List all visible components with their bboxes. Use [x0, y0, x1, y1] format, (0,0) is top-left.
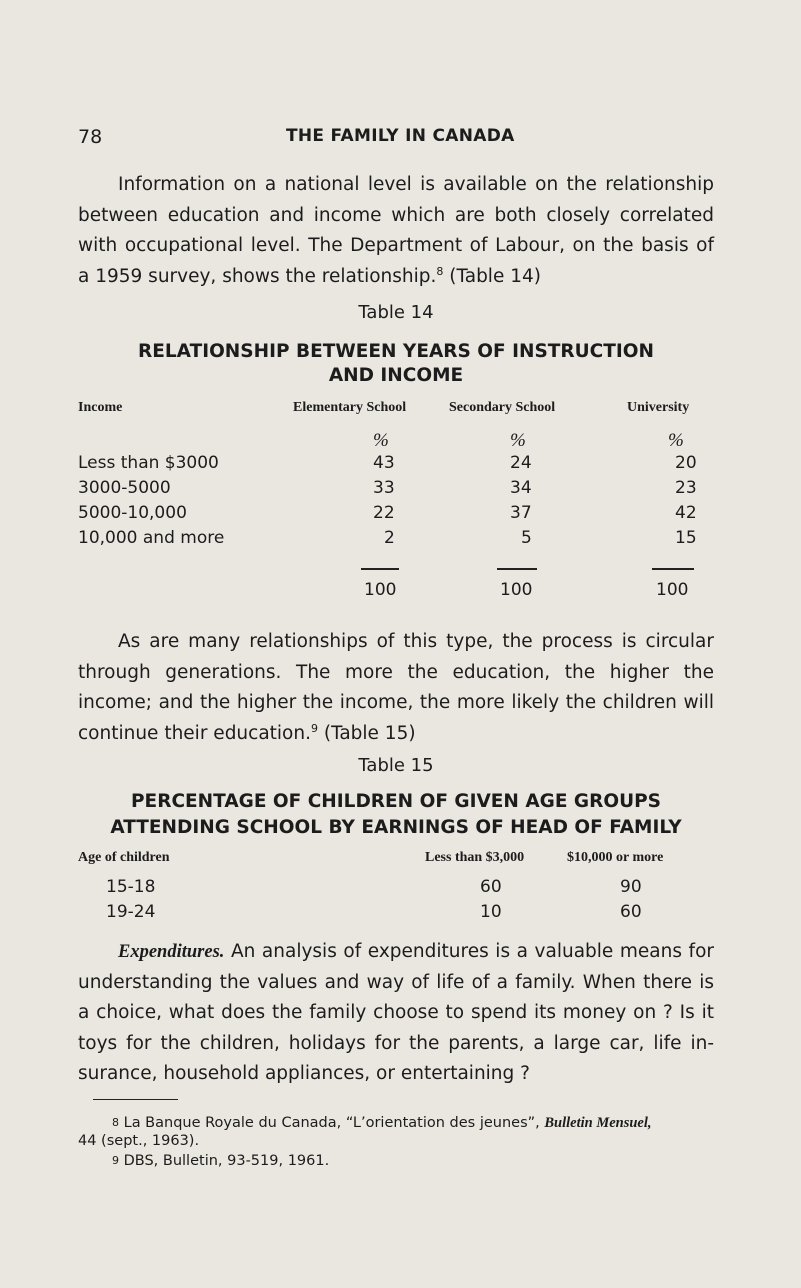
page-number: 78 [78, 126, 103, 148]
middle-text: As are many relationships of this type, the process is circular through generations. The more the education, the higher the income; and the higher the income, the more likely the children will continue their education. [78, 631, 714, 744]
table14-heading-line2: AND INCOME [328, 365, 464, 386]
table15-col-high: $10,000 or more [567, 850, 664, 865]
percent-sign-university: % [668, 430, 684, 451]
intro-paragraph [78, 170, 714, 292]
table15-cell: 90 [620, 877, 642, 897]
table15-cell: 10 [480, 902, 502, 922]
running-title: THE FAMILY IN CANADA [286, 126, 515, 146]
table14-cell: 22 [373, 503, 395, 523]
table14-cell: 23 [675, 478, 697, 498]
table14-cell: 33 [373, 478, 395, 498]
percent-sign-elementary: % [373, 430, 389, 451]
table15-cell: 60 [480, 877, 502, 897]
footnote-mark: 9 [112, 1154, 119, 1167]
footnote-text: La Banque Royale du Canada, “L’orientation des jeunes”, [123, 1115, 540, 1131]
table14-total: 100 [500, 580, 533, 600]
footnote-8 [78, 1114, 714, 1150]
middle-table-ref: (Table 15) [317, 722, 416, 744]
footnote-italic: Bulletin Mensuel, [544, 1115, 652, 1131]
table14-cell: 24 [510, 453, 532, 473]
table14-cell: 5 [521, 528, 532, 548]
percent-sign-secondary: % [510, 430, 526, 451]
table14-cell: 2 [384, 528, 395, 548]
table15-col-low: Less than $3,000 [425, 850, 525, 865]
table15-cell: 60 [620, 902, 642, 922]
expenditures-paragraph [78, 937, 714, 1090]
footnote-ref-9: 9 [310, 721, 318, 735]
footnote-9 [78, 1152, 329, 1170]
table14-cell: 43 [373, 453, 395, 473]
table14-row-income: 10,000 and more [78, 528, 225, 548]
table15-heading-line2: ATTENDING SCHOOL BY EARNINGS OF HEAD OF FAMILY [110, 817, 682, 838]
intro-text: Information on a national level is available on the relationship between education and income which are both closely correlated with occupational level. The Department of Labour, on the basis of a 1959 survey, shows the relationship. [78, 174, 714, 287]
table14-cell: 42 [675, 503, 697, 523]
table15-heading-line1: PERCENTAGE OF CHILDREN OF GIVEN AGE GROUPS [131, 791, 661, 812]
table14-cell: 34 [510, 478, 532, 498]
footnote-ref-8: 8 [436, 264, 444, 278]
table14-col-university: University [627, 400, 690, 415]
table15-row-age: 19-24 [106, 902, 156, 922]
table14-total: 100 [656, 580, 689, 600]
footnote-separator [93, 1099, 178, 1100]
table14-total-rule [652, 568, 694, 570]
table14-total-rule [361, 568, 399, 570]
footnote-tail: 44 (sept., 1963). [78, 1133, 200, 1149]
table15-col-age: Age of children [78, 850, 170, 865]
table14-label: Table 14 [358, 302, 434, 323]
table14-cell: 15 [675, 528, 697, 548]
table14-col-secondary: Secondary School [449, 400, 556, 415]
table14-col-elementary: Elementary School [293, 400, 407, 415]
expenditures-lead: Expenditures. [118, 942, 225, 962]
table14-col-income: Income [78, 400, 123, 415]
middle-paragraph [78, 627, 714, 749]
table14-cell: 37 [510, 503, 532, 523]
table15-row-age: 15-18 [106, 877, 156, 897]
table14-heading-line1: RELATIONSHIP BETWEEN YEARS OF INSTRUCTION [138, 341, 654, 362]
footnote-text: DBS, Bulletin, 93-519, 1961. [123, 1153, 330, 1169]
table15-label: Table 15 [358, 755, 434, 776]
table14-total: 100 [364, 580, 397, 600]
table14-row-income: 3000-5000 [78, 478, 171, 498]
table14-row-income: Less than $3000 [78, 453, 219, 473]
intro-table-ref: (Table 14) [443, 265, 541, 287]
expenditures-text: An analysis of expenditures is a valuable means for understanding the values and way of life of a family. When there is a choice, what does the family choose to spend its money on ? Is it toys for the children, holidays for the parents, a large car, life in-surance, household appliances, or entertaining ? [78, 941, 714, 1084]
table14-row-income: 5000-10,000 [78, 503, 187, 523]
table14-total-rule [497, 568, 537, 570]
table14-cell: 20 [675, 453, 697, 473]
footnote-mark: 8 [112, 1116, 119, 1129]
